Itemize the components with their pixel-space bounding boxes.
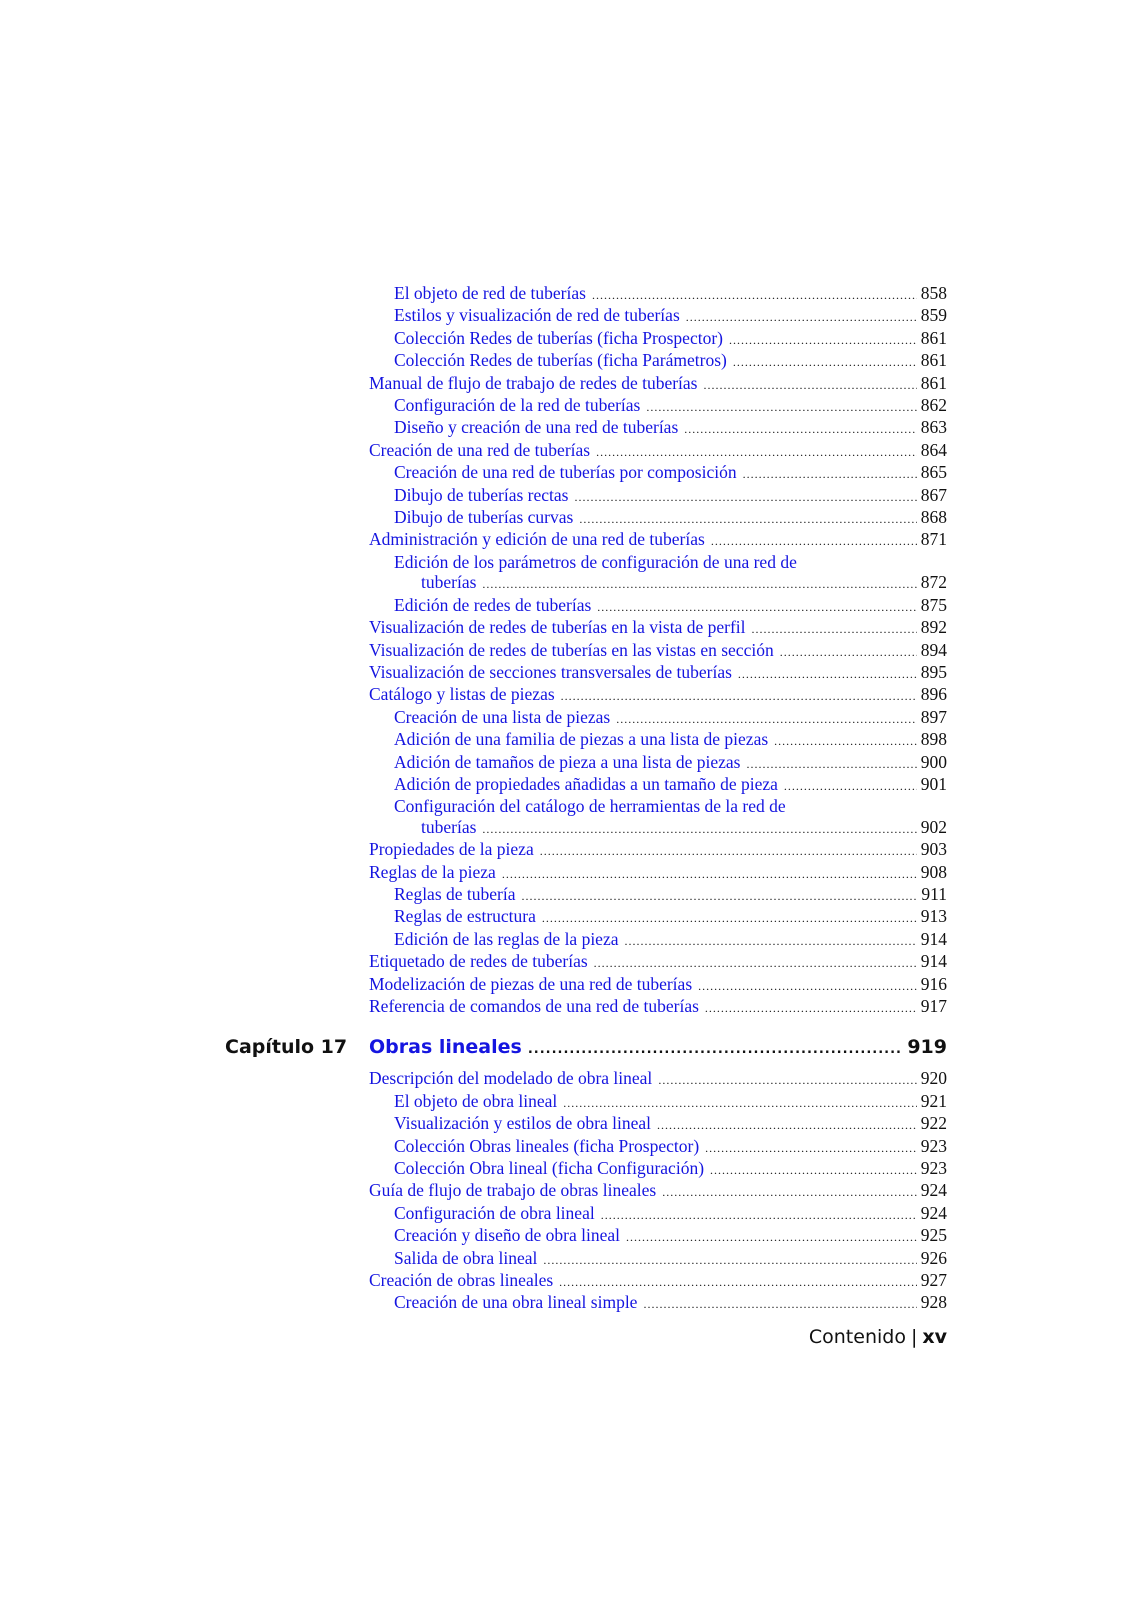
toc-entry[interactable] [369,951,947,973]
toc-entry-title-link[interactable]: Creación de obras lineales [369,1270,554,1291]
toc-subentry[interactable] [394,1203,947,1225]
dot-leader [774,731,917,751]
footer-separator: | [910,1326,918,1348]
toc-subentry[interactable] [394,1136,947,1158]
toc-subentry[interactable] [394,1158,947,1180]
toc-entry-page-number: 913 [920,906,947,927]
toc-entry-page-number: 871 [920,529,947,550]
toc-entry-page-number: 917 [920,996,947,1016]
toc-section-corridors [0,1068,1132,1314]
toc-entry-title-link[interactable]: Diseño y creación de una red de tuberías [394,417,679,438]
toc-entry-title-link[interactable]: Descripción del modelado de obra lineal [369,1068,653,1089]
toc-entry-title-link[interactable]: Visualización de redes de tuberías en la vista de perfil [369,617,746,638]
toc-entry[interactable] [369,996,947,1018]
dot-leader [643,1294,916,1314]
toc-entry-title-link[interactable]: Catálogo y listas de piezas [369,684,555,705]
toc-entry-title-continuation[interactable]: tuberías [421,572,477,593]
toc-entry-page-number: 867 [920,484,947,505]
dot-leader [698,976,917,996]
toc-entry-title-link[interactable]: Adición de una familia de piezas a una lista de piezas [394,729,769,750]
toc-entry-page-number: 914 [920,951,947,972]
toc-entry-title-link[interactable]: Modelización de piezas de una red de tuberías [369,973,693,994]
toc-subentry[interactable] [394,929,947,951]
toc-entry-title-link[interactable]: Guía de flujo de trabajo de obras lineales [369,1180,657,1201]
toc-entry[interactable] [369,640,947,662]
toc-entry-title-link[interactable]: Adición de propiedades añadidas a un tamaño de pieza [394,773,778,794]
toc-subentry[interactable] [394,305,947,327]
toc-entry[interactable] [369,440,947,462]
toc-entry-title-link[interactable]: Colección Obra lineal (ficha Configuración) [394,1158,705,1179]
toc-entry-page-number: 894 [920,639,947,660]
toc-entry[interactable] [369,1068,947,1090]
toc-entry-page-number: 923 [920,1158,947,1179]
toc-entry-title-link[interactable]: Dibujo de tuberías curvas [394,507,574,528]
dot-leader [482,819,916,839]
toc-entry-page-number: 928 [920,1292,947,1313]
toc-entry-continuation [394,817,947,839]
toc-entry[interactable] [369,1180,947,1202]
dot-leader [543,1250,916,1270]
toc-entry-page-number: 872 [920,572,947,593]
dot-leader [733,352,917,372]
toc-subentry[interactable] [394,774,947,796]
toc-entry-title-link[interactable]: Dibujo de tuberías rectas [394,484,569,505]
dot-leader [657,1115,917,1135]
toc-entry-title-link[interactable]: Visualización y estilos de obra lineal [394,1113,651,1134]
toc-entry-page-number: 868 [920,507,947,528]
dot-leader [616,709,917,729]
toc-entry-title-link[interactable]: Configuración del catálogo de herramientas de la red de [394,796,786,817]
toc-entry-page-number: 927 [920,1270,947,1291]
toc-entry-page-number: 921 [920,1090,947,1111]
dot-leader [540,841,917,861]
toc-entry-page-number: 924 [920,1202,947,1223]
dot-leader [710,1160,917,1180]
dot-leader [658,1070,916,1090]
dot-leader [646,397,916,417]
toc-entry-title-link[interactable]: Configuración de obra lineal [394,1202,595,1223]
dot-leader [563,1093,916,1113]
toc-entry-page-number: 920 [920,1068,947,1089]
dot-leader [601,1205,917,1225]
toc-entry-page-number: 865 [920,462,947,483]
toc-entry-title-link[interactable]: Estilos y visualización de red de tuberías [394,305,680,326]
chapter-title-link[interactable]: Obras lineales [369,1036,522,1059]
toc-entry-title-link[interactable]: Edición de redes de tuberías [394,594,592,615]
chapter-heading [0,1036,1132,1060]
toc-entry-page-number: 896 [920,684,947,705]
toc-entry-page-number: 923 [920,1135,947,1156]
toc-entry-title-link[interactable]: Colección Obras lineales (ficha Prospector) [394,1135,700,1156]
dot-leader [542,908,917,928]
toc-subentry[interactable] [394,283,947,305]
toc-entry[interactable] [369,684,947,706]
toc-entry-page-number: 892 [920,617,947,638]
toc-entry-title-link[interactable]: Edición de las reglas de la pieza [394,928,619,949]
toc-entry-page-number: 926 [920,1247,947,1268]
dot-leader [597,597,916,617]
toc-entry-title-link[interactable]: Referencia de comandos de una red de tuberías [369,996,699,1016]
toc-entry-page-number: 859 [920,305,947,326]
dot-leader [528,1042,903,1057]
toc-entry-title-link[interactable]: Reglas de estructura [394,906,536,927]
dot-leader [780,642,917,662]
dot-leader [784,776,917,796]
table-of-contents [0,283,1132,1315]
dot-leader [752,619,917,639]
footer-page-number: xv [922,1326,947,1348]
toc-subentry[interactable] [394,350,947,372]
dot-leader [502,864,917,884]
toc-entry-wrapped[interactable] [394,552,947,595]
toc-entry-page-number: 895 [920,661,947,682]
toc-entry-page-number: 914 [920,928,947,949]
toc-subentry[interactable] [394,417,947,439]
dot-leader [559,1272,917,1292]
dot-leader [662,1182,917,1202]
toc-entry[interactable] [369,839,947,861]
toc-subentry[interactable] [394,595,947,617]
dot-leader [624,931,916,951]
toc-entry[interactable] [369,662,947,684]
toc-entry-title-link[interactable]: Colección Redes de tuberías (ficha Parámetros) [394,350,727,371]
toc-entry-page-number: 864 [920,439,947,460]
dot-leader [705,998,917,1018]
toc-entry-title-link[interactable]: Etiquetado de redes de tuberías [369,951,588,972]
dot-leader [594,953,917,973]
toc-entry-title-link[interactable]: Edición de los parámetros de configuración de una red de [394,551,797,572]
toc-entry[interactable] [369,373,947,395]
toc-entry-page-number: 897 [920,706,947,727]
toc-subentry[interactable] [394,1113,947,1135]
toc-entry-page-number: 900 [920,751,947,772]
toc-entry-wrapped[interactable] [394,796,947,839]
toc-entry[interactable] [369,529,947,551]
toc-entry-title-link[interactable]: Creación y diseño de obra lineal [394,1225,620,1246]
toc-entry-title-link[interactable]: Visualización de secciones transversales de tuberías [369,661,732,682]
toc-entry-page-number: 898 [920,729,947,750]
dot-leader [684,419,916,439]
toc-entry-page-number: 861 [920,327,947,348]
toc-entry-title-link[interactable]: El objeto de red de tuberías [394,283,586,303]
toc-subentry[interactable] [394,507,947,529]
toc-subentry[interactable] [394,752,947,774]
toc-entry-title-link[interactable]: Reglas de tubería [394,883,516,904]
dot-leader [738,664,917,684]
dot-leader [592,285,917,305]
toc-subentry[interactable] [394,395,947,417]
chapter-label: Capítulo 17 [225,1036,348,1059]
toc-subentry[interactable] [394,1292,947,1314]
toc-entry-title-link[interactable]: Reglas de la pieza [369,861,496,882]
page-footer [809,1326,947,1348]
toc-entry-continuation [394,572,947,594]
toc-entry-page-number: 922 [920,1113,947,1134]
toc-subentry[interactable] [394,1091,947,1113]
toc-entry-title-link[interactable]: Administración y edición de una red de tuberías [369,529,705,550]
toc-entry-page-number: 908 [920,861,947,882]
toc-entry-page-number: 916 [920,973,947,994]
toc-subentry[interactable] [394,707,947,729]
toc-entry-title-link[interactable]: Manual de flujo de trabajo de redes de tuberías [369,372,698,393]
toc-entry-page-number: 861 [920,350,947,371]
toc-entry[interactable] [369,617,947,639]
toc-entry-title-link[interactable]: Salida de obra lineal [394,1247,538,1268]
toc-entry-page-number: 858 [920,283,947,303]
toc-entry-page-number: 875 [920,594,947,615]
toc-entry[interactable] [369,974,947,996]
dot-leader [743,464,917,484]
toc-entry-title-link[interactable]: El objeto de obra lineal [394,1090,558,1111]
dot-leader [729,330,917,350]
toc-entry[interactable] [369,1270,947,1292]
toc-entry-title-link[interactable]: Creación de una red de tuberías [369,439,591,460]
chapter-page-number: 919 [907,1036,947,1059]
toc-section-pipe-networks [0,283,1132,1018]
dot-leader [746,754,916,774]
chapter-row[interactable] [369,1036,947,1058]
dot-leader [561,686,917,706]
toc-entry-title-link[interactable]: Adición de tamaños de pieza a una lista de piezas [394,751,741,772]
toc-entry[interactable] [369,862,947,884]
dot-leader [596,442,917,462]
toc-subentry[interactable] [394,485,947,507]
toc-subentry[interactable] [394,1225,947,1247]
dot-leader [521,886,917,906]
toc-subentry[interactable] [394,729,947,751]
toc-entry-title-link[interactable]: Configuración de la red de tuberías [394,395,641,416]
toc-entry-page-number: 911 [921,883,947,904]
dot-leader [711,531,917,551]
toc-entry-page-number: 862 [920,395,947,416]
toc-entry-title-link[interactable]: Propiedades de la pieza [369,839,534,860]
toc-entry-title-link[interactable]: Visualización de redes de tuberías en las vistas en sección [369,639,774,660]
toc-entry-title-link[interactable]: Colección Redes de tuberías (ficha Prospector) [394,327,723,348]
toc-entry-title-link[interactable]: Creación de una obra lineal simple [394,1292,638,1313]
dot-leader [482,574,916,594]
dot-leader [705,1138,917,1158]
footer-section-label: Contenido [808,1326,906,1348]
toc-entry-title-link[interactable]: Creación de una red de tuberías por composición [394,462,737,483]
toc-entry-page-number: 901 [920,773,947,794]
dot-leader [626,1227,917,1247]
toc-entry-page-number: 902 [920,816,947,837]
toc-entry-title-link[interactable]: Creación de una lista de piezas [394,706,611,727]
dot-leader [574,487,916,507]
toc-subentry[interactable] [394,462,947,484]
dot-leader [579,509,916,529]
toc-entry-page-number: 903 [920,839,947,860]
dot-leader [703,375,916,395]
toc-entry-page-number: 925 [920,1225,947,1246]
toc-entry-page-number: 924 [920,1180,947,1201]
toc-subentry[interactable] [394,1248,947,1270]
toc-entry-page-number: 863 [920,417,947,438]
toc-subentry[interactable] [394,884,947,906]
toc-entry-page-number: 861 [920,372,947,393]
dot-leader [686,307,917,327]
toc-subentry[interactable] [394,328,947,350]
toc-entry-title-continuation[interactable]: tuberías [421,816,477,837]
toc-subentry[interactable] [394,906,947,928]
